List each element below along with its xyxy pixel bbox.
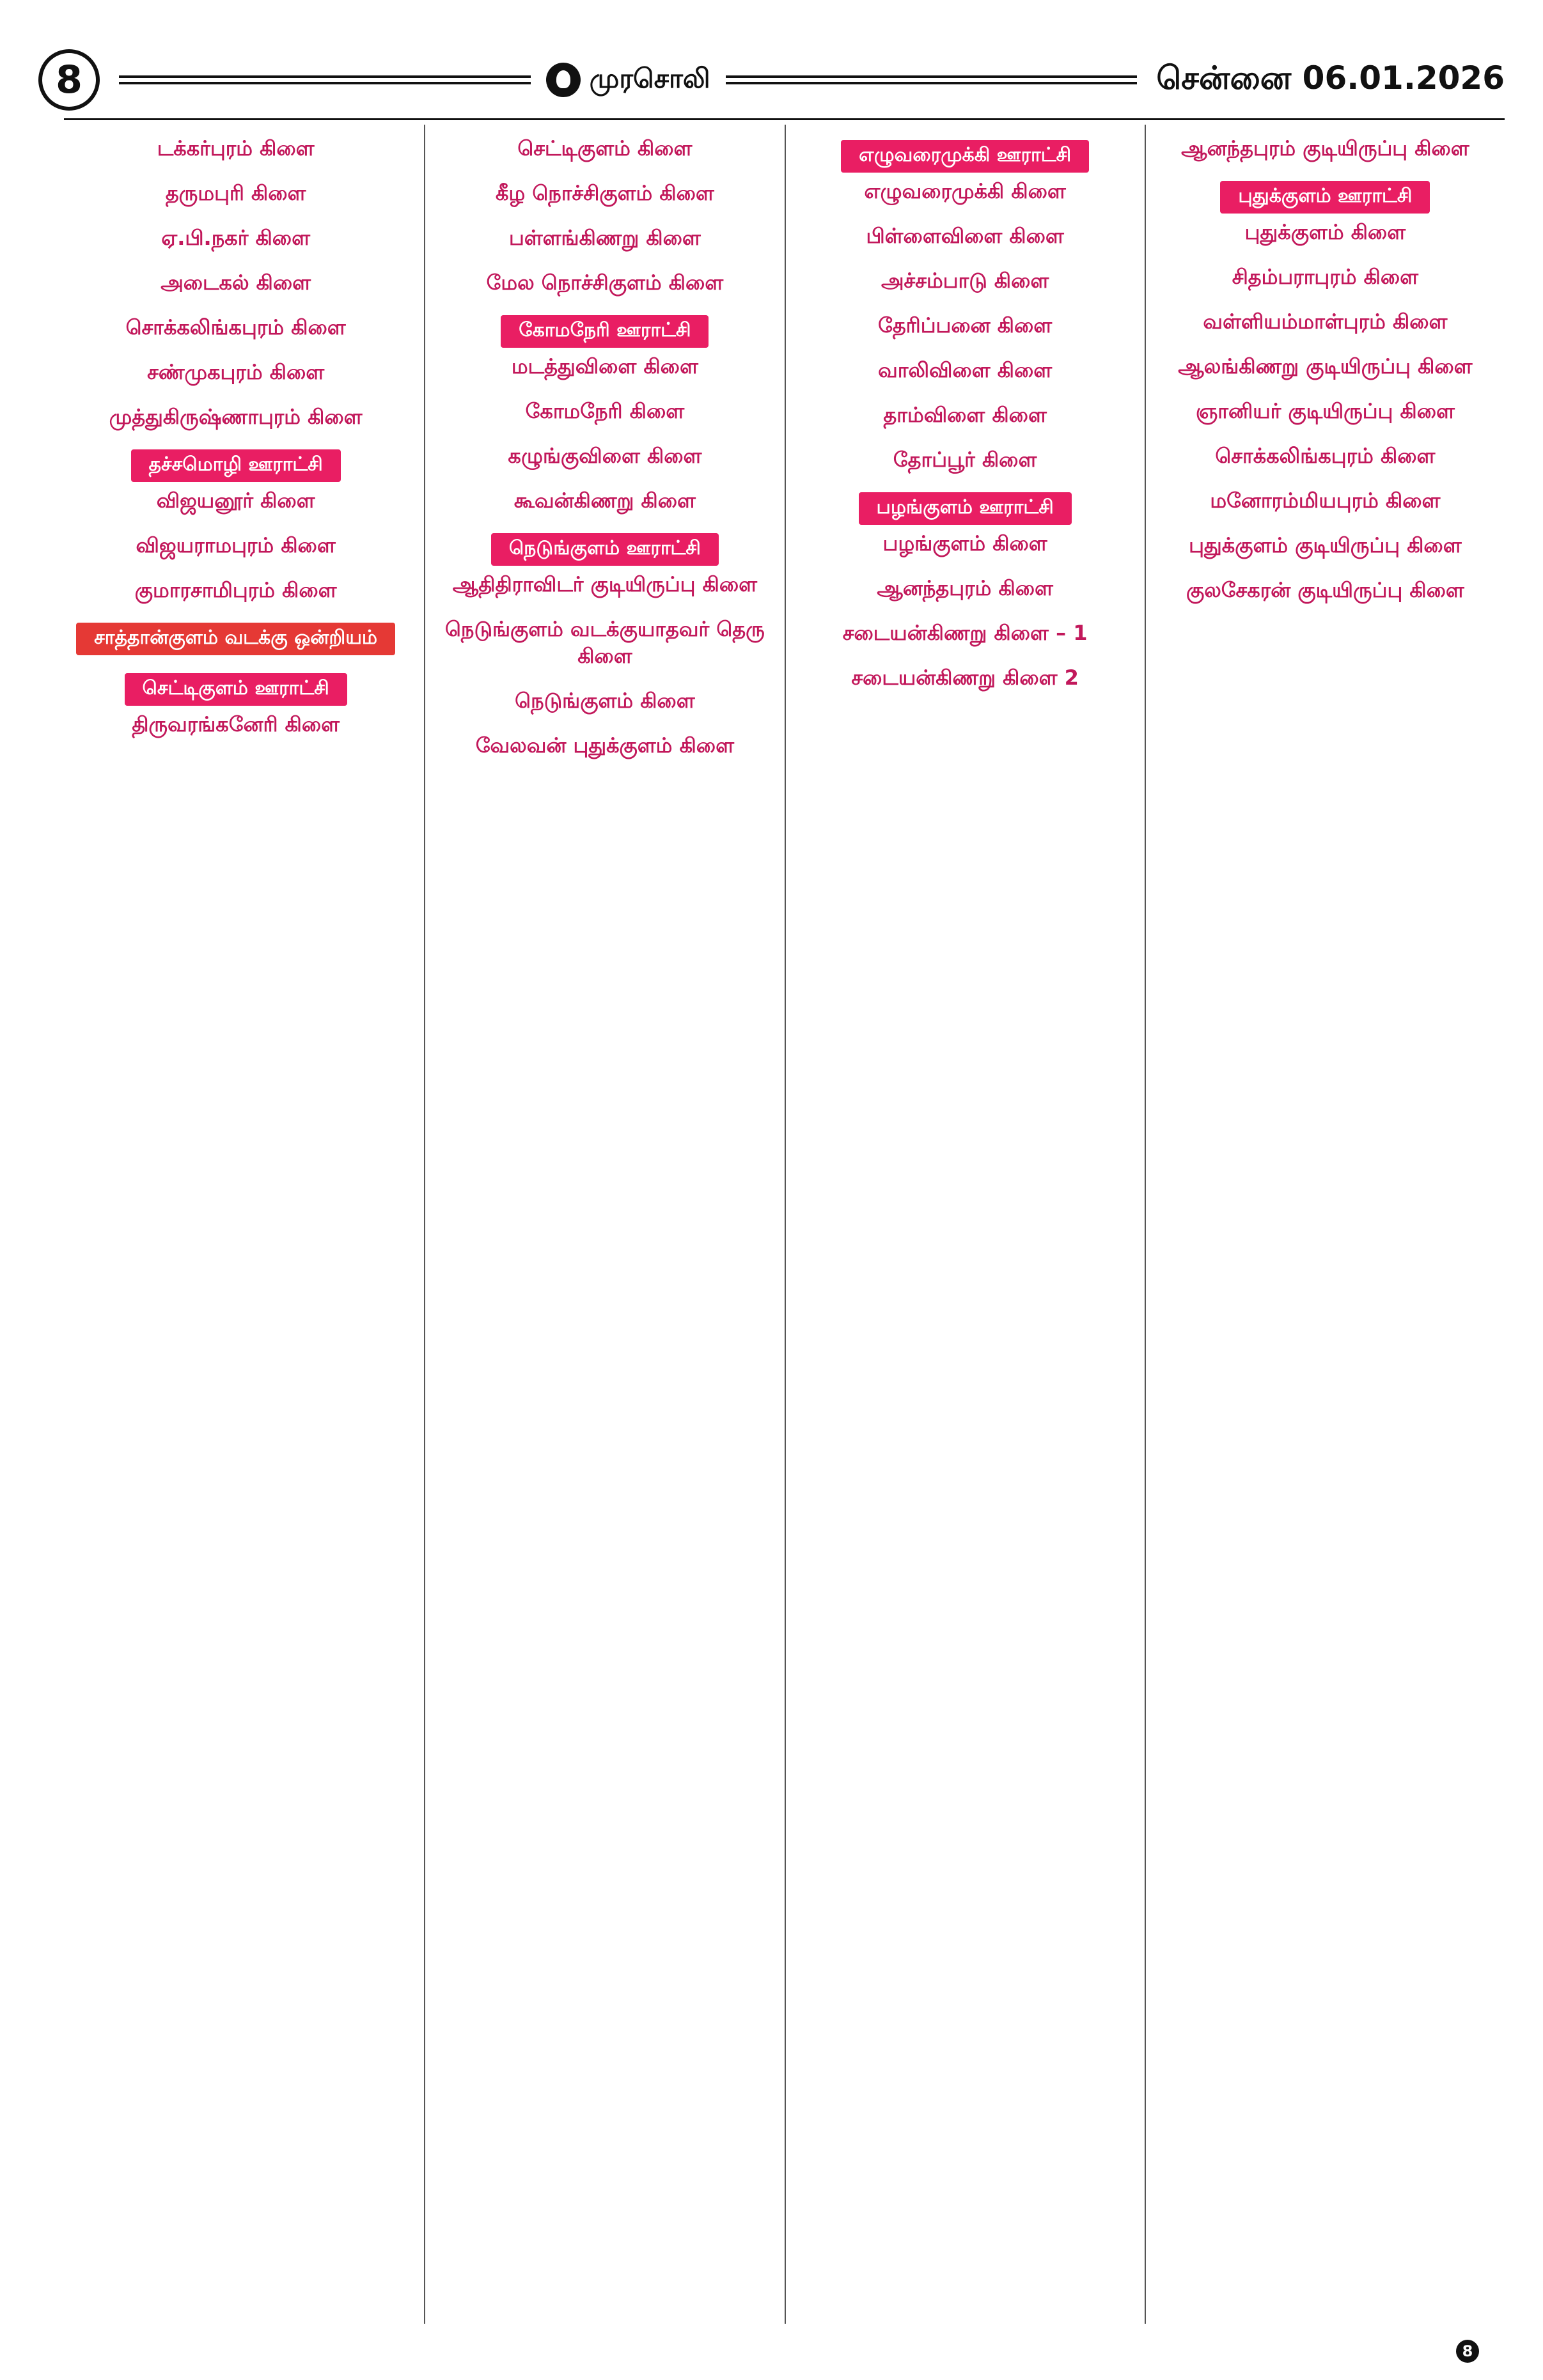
sun-logo-icon [546, 63, 581, 97]
branch-heading: கோமநேரி கிளை [525, 399, 685, 423]
branch-heading: கூவன்கிணறு கிளை [513, 488, 696, 513]
branch-heading: நெடுங்குளம் கிளை [515, 688, 695, 713]
branch-section [803, 403, 1128, 430]
branch-section [1163, 265, 1488, 292]
branch-heading: ஆனந்தபுரம் குடியிருப்பு கிளை [1181, 136, 1469, 160]
branch-heading: விஜயராமபுரம் கிளை [136, 533, 336, 557]
panchayat-band: கோமநேரி ஊராட்சி [501, 315, 709, 348]
branch-section [64, 270, 407, 297]
branch-heading: பழங்குளம் கிளை [882, 531, 1047, 556]
masthead-rule-right [726, 75, 1138, 84]
panchayat-band: சாத்தான்குளம் வடக்கு ஒன்றியம் [76, 623, 395, 655]
masthead-center [119, 63, 1137, 98]
branch-section [1163, 488, 1488, 515]
branch-section [442, 444, 767, 471]
branch-section [442, 315, 767, 381]
article-columns [64, 125, 1505, 2324]
branch-section [803, 447, 1128, 474]
branch-section [64, 315, 407, 342]
masthead-rule-left [119, 75, 531, 84]
branch-section [1163, 136, 1488, 163]
branch-section [803, 576, 1128, 603]
panchayat-band: செட்டிகுளம் ஊராட்சி [125, 673, 347, 706]
branch-heading: செட்டிகுளம் கிளை [517, 136, 693, 160]
branch-section [442, 488, 767, 515]
branch-heading: சண்முகபுரம் கிளை [147, 360, 325, 384]
branch-section [64, 181, 407, 208]
branch-heading: திருவரங்கனேரி கிளை [132, 712, 340, 736]
branch-section [64, 449, 407, 515]
branch-section [803, 268, 1128, 295]
column-3 [785, 125, 1145, 2324]
panchayat-band: நெடுங்குளம் ஊராட்சி [491, 533, 719, 566]
branch-section [442, 181, 767, 208]
column-4 [1145, 125, 1505, 2324]
branch-section [64, 360, 407, 387]
branch-heading: சடையன்கிணறு கிளை 2 [851, 665, 1079, 690]
branch-heading: சொக்கலிங்கபுரம் கிளை [125, 315, 346, 339]
branch-section [442, 226, 767, 253]
panchayat-band: புதுக்குளம் ஊராட்சி [1220, 181, 1430, 214]
branch-heading: வள்ளியம்மாள்புரம் கிளை [1203, 309, 1448, 334]
branch-heading: முத்துகிருஷ்ணாபுரம் கிளை [109, 405, 363, 429]
branch-section [1163, 354, 1488, 381]
branch-heading: டக்கர்புரம் கிளை [157, 136, 315, 160]
branch-heading: மேல நொச்சிகுளம் கிளை [486, 270, 724, 295]
branch-heading: குமாரசாமிபுரம் கிளை [134, 578, 337, 602]
branch-section [803, 140, 1128, 206]
branch-section [442, 136, 767, 163]
branch-section [442, 733, 767, 760]
page-number-badge: 8 [38, 49, 100, 111]
branch-heading: தேரிப்பனை கிளை [878, 313, 1053, 338]
branch-heading: ஆலங்கிணறு குடியிருப்பு கிளை [1178, 354, 1473, 378]
branch-section [1163, 444, 1488, 471]
branch-section [442, 270, 767, 297]
branch-section [1163, 533, 1488, 560]
panchayat-band: தச்சமொழி ஊராட்சி [131, 449, 341, 482]
branch-heading: பள்ளங்கிணறு கிளை [508, 226, 701, 250]
branch-heading: தாம்விளை கிளை [883, 403, 1047, 427]
paper-name: முரசொலி [589, 62, 710, 94]
branch-heading: சடையன்கிணறு கிளை – 1 [842, 621, 1088, 645]
branch-heading: அடைகல் கிளை [161, 270, 311, 295]
branch-section [803, 313, 1128, 340]
branch-heading: மனோரம்மியபுரம் கிளை [1210, 488, 1441, 513]
branch-heading: விஜயனூர் கிளை [156, 488, 315, 513]
branch-heading: மடத்துவிளை கிளை [511, 354, 698, 378]
branch-heading: குலசேகரன் குடியிருப்பு கிளை [1186, 578, 1464, 602]
branch-section [442, 399, 767, 426]
branch-heading: கீழ நொச்சிகுளம் கிளை [496, 181, 714, 205]
branch-section [64, 623, 407, 655]
branch-heading: ஏ.பி.நகர் கிளை [161, 226, 310, 250]
branch-heading: தருமபுரி கிளை [165, 181, 306, 205]
branch-section [803, 621, 1128, 648]
branch-heading: புதுக்குளம் கிளை [1244, 220, 1406, 244]
branch-heading: வேலவன் புதுக்குளம் கிளை [475, 733, 734, 758]
city-date: சென்னை 06.01.2026 [1156, 59, 1505, 97]
branch-heading: ஆனந்தபுரம் கிளை [877, 576, 1053, 600]
branch-heading: அச்சம்பாடு கிளை [881, 268, 1049, 293]
footer-page-number: 8 [1456, 2340, 1479, 2363]
branch-section [1163, 309, 1488, 336]
panchayat-band: எழுவரைமுக்கி ஊராட்சி [841, 140, 1089, 173]
branch-section [803, 358, 1128, 385]
branch-heading: எழுவரைமுக்கி கிளை [864, 179, 1066, 203]
column-2 [424, 125, 784, 2324]
masthead [38, 45, 1505, 115]
branch-section [64, 405, 407, 432]
branch-section [803, 224, 1128, 251]
branch-heading: நெடுங்குளம் வடக்குயாதவர் தெரு கிளை [445, 617, 765, 668]
branch-section [1163, 181, 1488, 247]
branch-heading: வாலிவிளை கிளை [878, 358, 1053, 382]
branch-heading: ஞானியர் குடியிருப்பு கிளை [1195, 399, 1455, 423]
header-divider [64, 118, 1505, 120]
branch-section [64, 578, 407, 605]
branch-section [1163, 578, 1488, 605]
branch-heading: புதுக்குளம் குடியிருப்பு கிளை [1189, 533, 1462, 557]
branch-heading: கழுங்குவிளை கிளை [508, 444, 702, 468]
branch-section [442, 688, 767, 715]
paper-logo [546, 63, 710, 98]
column-1 [64, 125, 424, 2324]
branch-section [442, 533, 767, 599]
branch-section [64, 226, 407, 253]
branch-section [64, 673, 407, 739]
branch-heading: சொக்கலிங்கபுரம் கிளை [1215, 444, 1436, 468]
branch-section [1163, 399, 1488, 426]
branch-section [803, 492, 1128, 558]
branch-heading: ஆதிதிராவிடர் குடியிருப்பு கிளை [452, 572, 757, 596]
branch-section [64, 533, 407, 560]
branch-heading: பிள்ளைவிளை கிளை [866, 224, 1064, 248]
branch-section [442, 617, 767, 671]
branch-heading: தோப்பூர் கிளை [893, 447, 1037, 472]
branch-heading: சிதம்பராபுரம் கிளை [1232, 265, 1419, 289]
branch-section [64, 136, 407, 163]
panchayat-band: பழங்குளம் ஊராட்சி [859, 492, 1072, 525]
branch-section [803, 665, 1128, 692]
